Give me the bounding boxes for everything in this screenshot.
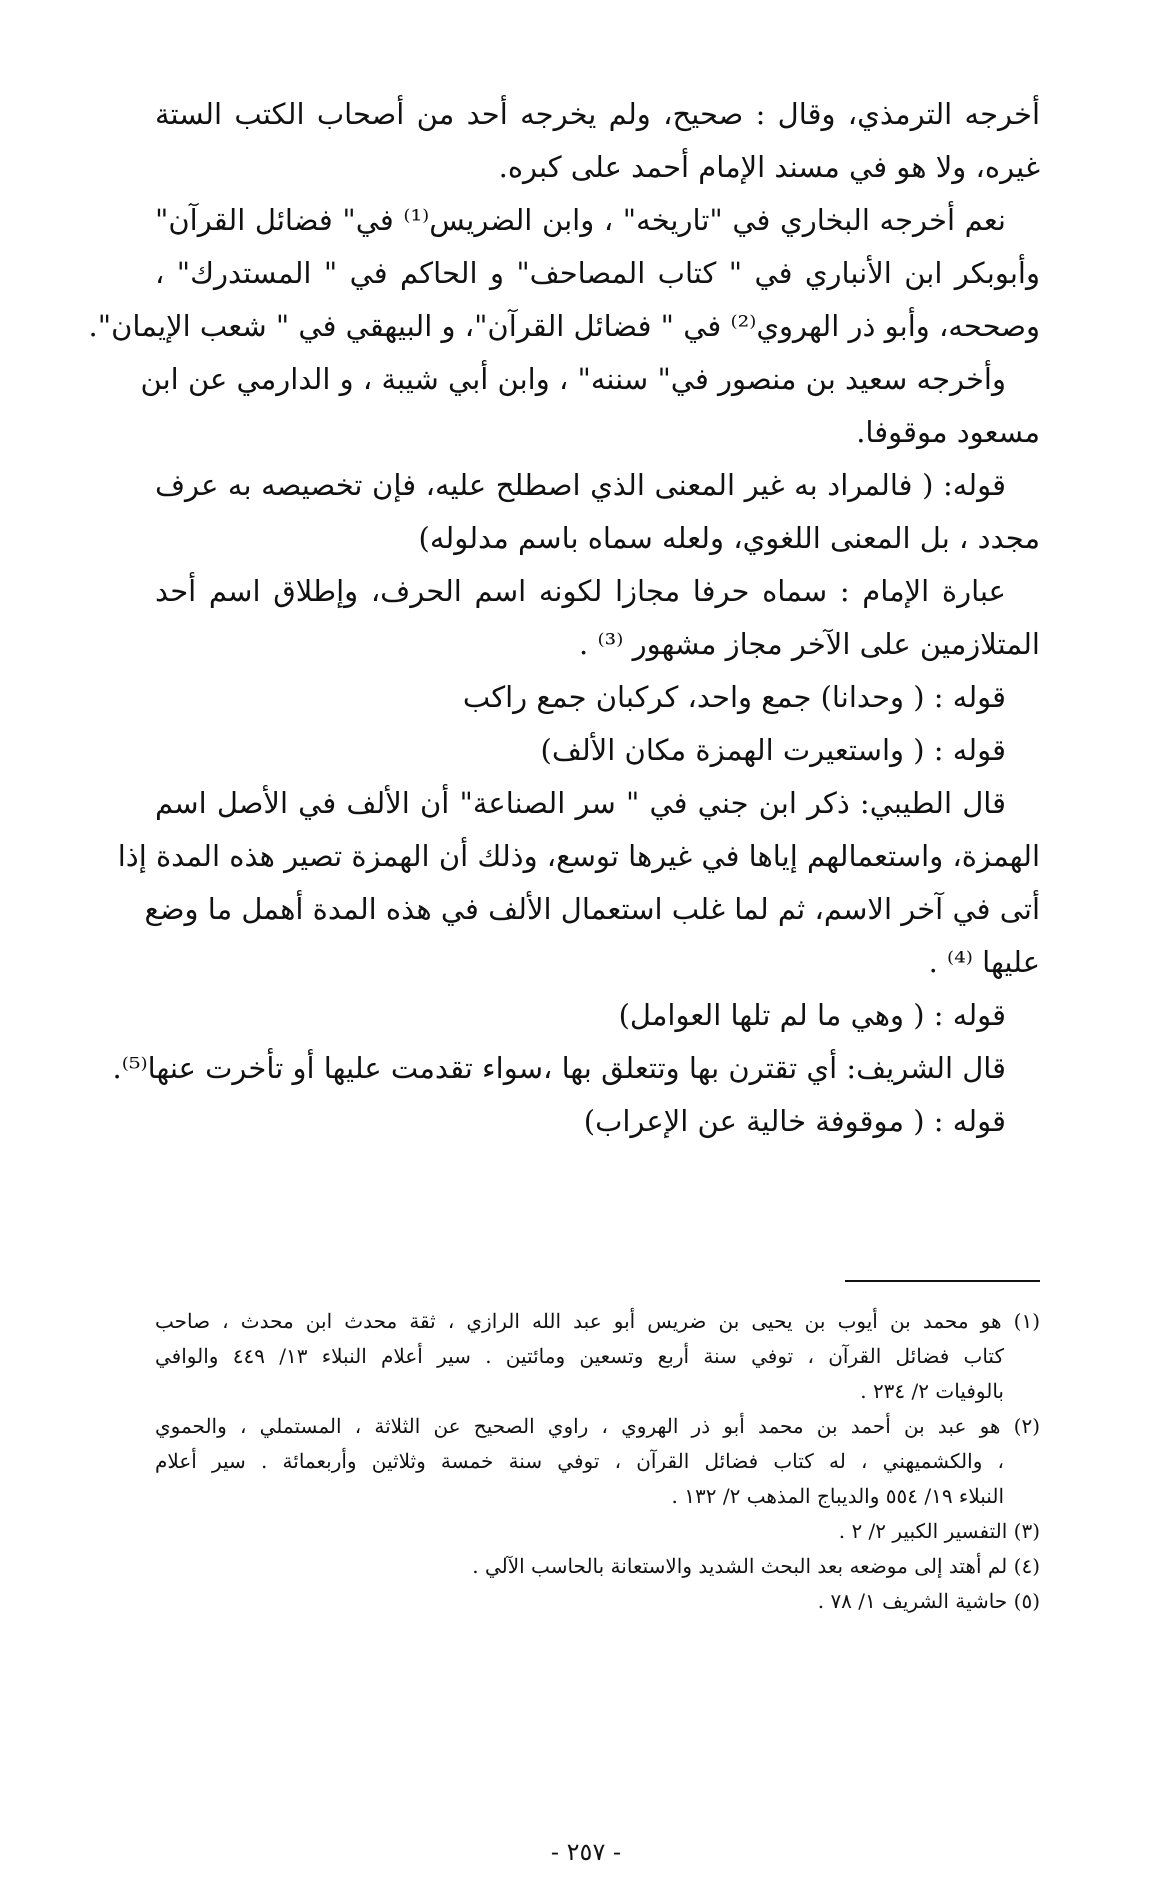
text-line: قوله : ( وهي ما لم تلها العوامل) bbox=[618, 998, 1006, 1032]
text-line: وصححه، وأبو ذر الهروي⁽²⁾ في " فضائل القرآن"، و البيهقي في " شعب الإيمان". bbox=[88, 309, 1040, 343]
footnote-line: النبلاء ١٩/ ٥٥٤ والديباج المذهب ٢/ ١٣٢ . bbox=[671, 1484, 1004, 1508]
footnotes bbox=[155, 1305, 1040, 1620]
footnote-line: ، والكشميهني ، له كتاب فضائل القرآن ، توفي سنة خمسة وثلاثين وأربعمائة . سير أعلام bbox=[155, 1449, 1005, 1473]
text-line: أتى في آخر الاسم، ثم لما غلب استعمال الألف في هذه المدة أهمل ما وضع bbox=[144, 892, 1040, 926]
footnote-line: (١) هو محمد بن أيوب بن يحيى بن ضريس أبو عبد الله الرازي ، ثقة محدث ابن محدث ، صاحب bbox=[155, 1309, 1040, 1333]
text-line: نعم أخرجه البخاري في "تاريخه" ، وابن الضريس⁽¹⁾ في" فضائل القرآن" bbox=[155, 203, 1006, 237]
text-line: عليها ⁽⁴⁾ . bbox=[928, 945, 1040, 979]
page-number: - ٢٥٧ - bbox=[550, 1838, 622, 1866]
footnote-line: بالوفيات ٢/ ٢٣٤ . bbox=[860, 1379, 1004, 1403]
footnote-line: كتاب فضائل القرآن ، توفي سنة أربع وتسعين ومائتين . سير أعلام النبلاء ١٣/ ٤٤٩ والوافي bbox=[155, 1344, 1004, 1368]
text-line: الهمزة، واستعمالهم إياها في غيرها توسع، وذلك أن الهمزة تصير هذه المدة إذا bbox=[117, 839, 1040, 873]
text-line: قوله : ( واستعيرت الهمزة مكان الألف) bbox=[540, 733, 1006, 767]
text-line: مجدد ، بل المعنى اللغوي، ولعله سماه باسم مدلوله) bbox=[418, 521, 1040, 555]
footnote-line: (٣) التفسير الكبير ٢/ ٢ . bbox=[838, 1519, 1040, 1543]
text-line: قوله : ( وحدانا) جمع واحد، كركبان جمع راكب bbox=[462, 680, 1006, 714]
footnote-separator bbox=[845, 1280, 1040, 1282]
text-line: عبارة الإمام : سماه حرفا مجازا لكونه اسم الحرف، وإطلاق اسم أحد bbox=[155, 574, 1006, 608]
text-line: غيره، ولا هو في مسند الإمام أحمد على كبره. bbox=[498, 150, 1040, 184]
footnote-line: (٥) حاشية الشريف ١/ ٧٨ . bbox=[817, 1589, 1040, 1613]
footnote-line: (٢) هو عبد بن أحمد بن محمد أبو ذر الهروي ، راوي الصحيح عن الثلاثة ، المستملي ، والحموي bbox=[155, 1414, 1040, 1438]
text-line: قوله: ( فالمراد به غير المعنى الذي اصطلح عليه، فإن تخصيصه به عرف bbox=[155, 468, 1006, 502]
main-text bbox=[88, 90, 1040, 1150]
text-line: أخرجه الترمذي، وقال : صحيح، ولم يخرجه أحد من أصحاب الكتب الستة bbox=[155, 97, 1040, 131]
text-line: قوله : ( موقوفة خالية عن الإعراب) bbox=[583, 1104, 1006, 1138]
text-line: وأخرجه سعيد بن منصور في" سننه" ، وابن أبي شيبة ، و الدارمي عن ابن bbox=[140, 362, 1006, 396]
text-line: المتلازمين على الآخر مجاز مشهور ⁽³⁾ . bbox=[579, 627, 1040, 661]
text-line: مسعود موقوفا. bbox=[856, 415, 1040, 449]
text-line: قال الطيبي: ذكر ابن جني في " سر الصناعة" أن الألف في الأصل اسم bbox=[155, 786, 1006, 820]
footnote-line: (٤) لم أهتد إلى موضعه بعد البحث الشديد والاستعانة بالحاسب الآلي . bbox=[472, 1554, 1040, 1578]
text-line: وأبوبكر ابن الأنباري في " كتاب المصاحف" و الحاكم في " المستدرك" ، bbox=[155, 256, 1040, 290]
text-line: قال الشريف: أي تقترن بها وتتعلق بها ،سواء تقدمت عليها أو تأخرت عنها⁽⁵⁾. bbox=[112, 1051, 1006, 1085]
